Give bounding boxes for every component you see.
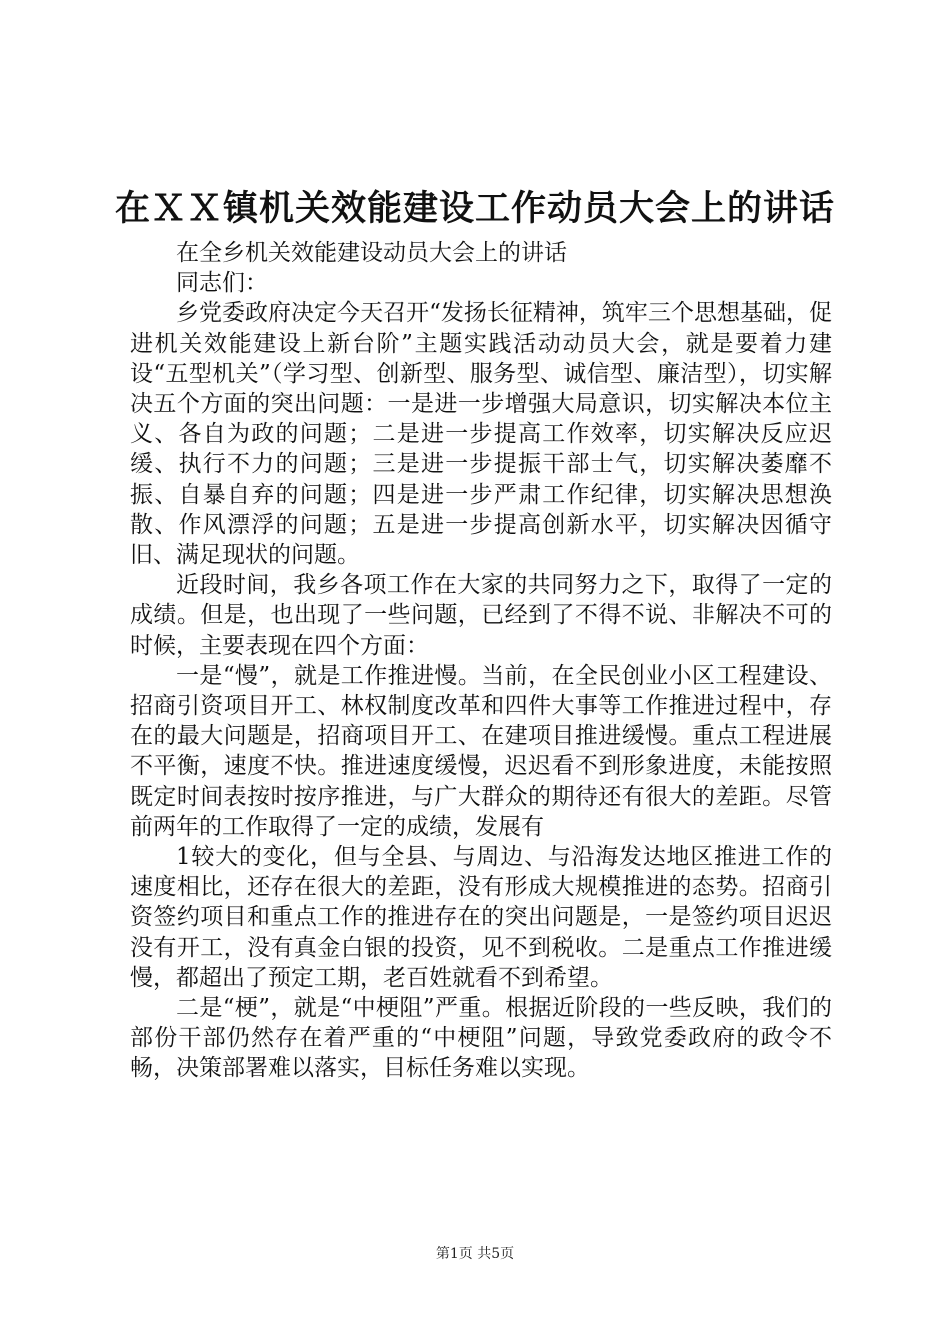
body-paragraph: 1较大的变化，但与全县、与周边、与沿海发达地区推进工作的速度相比，还存在很大的差距，没有形成大规模推进的态势。招商引资签约项目和重点工作的推进存在的突出问题是，一是签约项目迟迟没有开工，没有真金白银的投资，见不到税收。二是重点工作推进缓慢，都超出了预定工期，老百姓就看不到希望。: [130, 844, 832, 991]
document-body: [130, 238, 832, 1084]
body-paragraph: 二是“梗”，就是“中梗阻”严重。根据近阶段的一些反映，我们的部份干部仍然存在着严重的“中梗阻”问题，导致党委政府的政令不畅，决策部署难以落实，目标任务难以实现。: [130, 995, 832, 1082]
page-number-footer: 第1页 共5页: [435, 1246, 515, 1262]
salutation-paragraph: 同志们：: [176, 270, 268, 297]
body-paragraph: 乡党委政府决定今天召开“发扬长征精神，筑牢三个思想基础，促进机关效能建设上新台阶”主题实践活动动员大会，就是要着力建设“五型机关”（学习型、创新型、服务型、诚信型、廉洁型），切实解决五个方面的突出问题：一是进一步增强大局意识，切实解决本位主义、各自为政的问题；二是进一步提高工作效率，切实解决反应迟缓、执行不力的问题；三是进一步提振干部士气，切实解决萎靡不振、自暴自弃的问题；四是进一步严肃工作纪律，切实解决思想涣散、作风漂浮的问题；五是进一步提高创新水平，切实解决因循守旧、满足现状的问题。: [130, 300, 832, 569]
subtitle-paragraph: 在全乡机关效能建设动员大会上的讲话: [176, 240, 567, 266]
document-title: 在ＸＸ镇机关效能建设工作动员大会上的讲话: [114, 188, 835, 229]
body-paragraph: 一是“慢”，就是工作推进慢。当前，在全民创业小区工程建设、招商引资项目开工、林权制度改革和四件大事等工作推进过程中，存在的最大问题是，招商项目开工、在建项目推进缓慢。重点工程进展不平衡，速度不快。推进速度缓慢，迟迟看不到形象进度，未能按照既定时间表按时按序推进，与广大群众的期待还有很大的差距。尽管前两年的工作取得了一定的成绩，发展有: [130, 662, 832, 840]
body-paragraph: 近段时间，我乡各项工作在大家的共同努力之下，取得了一定的成绩。但是，也出现了一些问题，已经到了不得不说、非解决不可的时候，主要表现在四个方面：: [130, 572, 832, 659]
